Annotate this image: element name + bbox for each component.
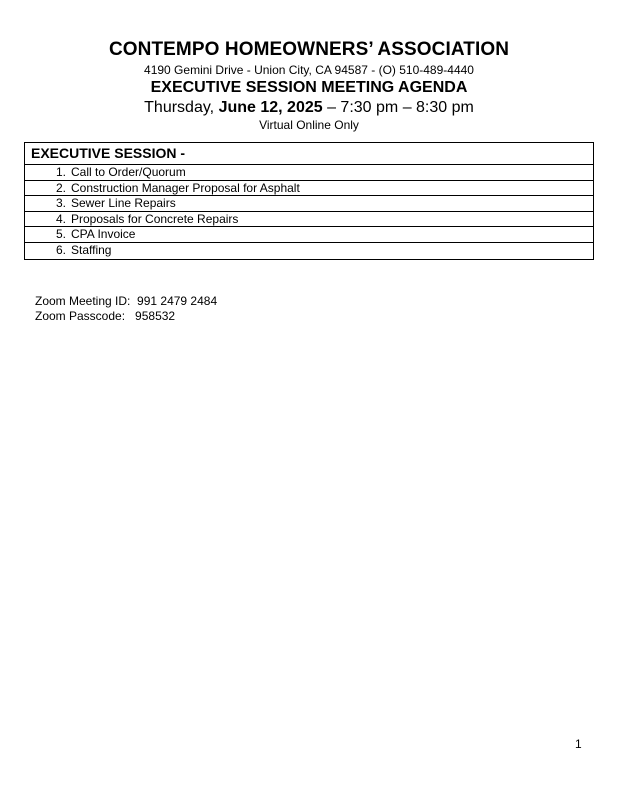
agenda-title: EXECUTIVE SESSION MEETING AGENDA bbox=[150, 79, 468, 96]
agenda-item bbox=[25, 243, 593, 259]
agenda-item-number: 3. bbox=[55, 196, 66, 211]
agenda-item-number: 4. bbox=[55, 211, 66, 226]
executive-session-table bbox=[24, 142, 594, 260]
agenda-item-number: 6. bbox=[55, 242, 66, 257]
page-number: 1 bbox=[575, 737, 582, 751]
agenda-item bbox=[25, 181, 593, 197]
organization-name: CONTEMPO HOMEOWNERS’ ASSOCIATION bbox=[108, 39, 510, 60]
agenda-item-label: Proposals for Concrete Repairs bbox=[71, 211, 239, 226]
zoom-info bbox=[35, 294, 217, 324]
agenda-item-number: 5. bbox=[55, 227, 66, 242]
executive-session-title: EXECUTIVE SESSION - bbox=[25, 143, 593, 165]
meeting-day: Thursday, bbox=[144, 99, 219, 116]
virtual-note: Virtual Online Only bbox=[259, 118, 359, 132]
organization-address: 4190 Gemini Drive - Union City, CA 94587 - (O) 510-489-4440 bbox=[144, 63, 474, 77]
zoom-passcode-label: Zoom Passcode: bbox=[35, 309, 136, 323]
meeting-time-range: – 7:30 pm – 8:30 pm bbox=[322, 99, 474, 116]
agenda-item bbox=[25, 196, 593, 212]
agenda-item-label: CPA Invoice bbox=[71, 227, 136, 242]
agenda-item-number: 2. bbox=[55, 180, 66, 195]
document-header bbox=[0, 38, 618, 132]
agenda-item-label: Sewer Line Repairs bbox=[71, 196, 176, 211]
agenda-item-label: Call to Order/Quorum bbox=[71, 165, 186, 179]
agenda-item-label: Staffing bbox=[71, 242, 112, 257]
agenda-item bbox=[25, 165, 593, 181]
zoom-passcode-row bbox=[35, 309, 217, 324]
agenda-item-number: 1. bbox=[55, 165, 66, 179]
meeting-datetime bbox=[0, 98, 618, 117]
agenda-item bbox=[25, 227, 593, 243]
meeting-date: June 12, 2025 bbox=[218, 99, 323, 116]
zoom-meeting-id-label: Zoom Meeting ID: bbox=[35, 294, 138, 308]
agenda-item bbox=[25, 212, 593, 228]
zoom-meeting-id-row bbox=[35, 294, 217, 309]
zoom-passcode: 958532 bbox=[135, 309, 176, 323]
agenda-item-label: Construction Manager Proposal for Asphalt bbox=[71, 180, 300, 195]
zoom-meeting-id: 991 2479 2484 bbox=[137, 294, 218, 308]
